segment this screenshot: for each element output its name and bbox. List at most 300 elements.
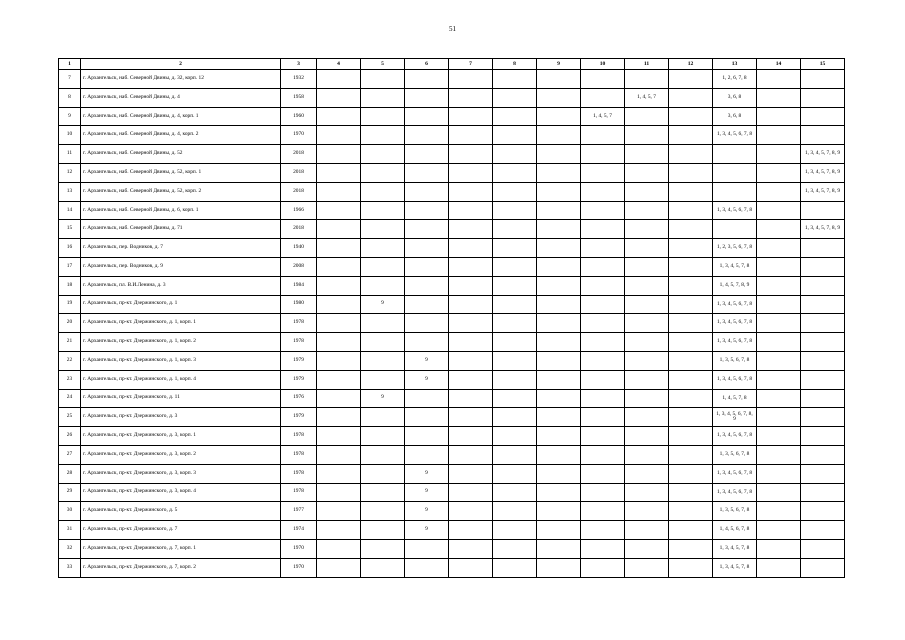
- year-cell: 1932: [281, 70, 317, 89]
- table-cell: [713, 145, 757, 164]
- table-cell: [801, 408, 845, 427]
- table-cell: [317, 389, 361, 408]
- table-cell: [361, 182, 405, 201]
- year-cell: 1958: [281, 88, 317, 107]
- table-row: [59, 558, 845, 577]
- table-cell: [801, 239, 845, 258]
- table-cell: [405, 389, 449, 408]
- table-cell: 3, 6, 8: [713, 88, 757, 107]
- row-number-cell: 28: [59, 464, 81, 483]
- table-cell: [537, 276, 581, 295]
- column-header-8: 8: [493, 59, 537, 70]
- table-cell: 9: [405, 464, 449, 483]
- year-cell: 2018: [281, 163, 317, 182]
- table-cell: [449, 145, 493, 164]
- table-cell: [493, 201, 537, 220]
- table-cell: [581, 295, 625, 314]
- table-cell: 1, 3, 4, 5, 6, 7, 8: [713, 314, 757, 333]
- table-cell: [801, 558, 845, 577]
- table-cell: [757, 220, 801, 239]
- table-cell: [581, 182, 625, 201]
- table-cell: [493, 295, 537, 314]
- table-cell: [713, 182, 757, 201]
- address-cell: г. Архангельск, наб. Северной Двины, д. 52, корп. 1: [81, 163, 281, 182]
- page-number: 51: [449, 25, 456, 33]
- table-cell: [625, 182, 669, 201]
- column-header-9: 9: [537, 59, 581, 70]
- table-cell: [449, 333, 493, 352]
- table-cell: [757, 126, 801, 145]
- table-cell: 1, 3, 4, 5, 6, 7, 8: [713, 201, 757, 220]
- table-row: [59, 257, 845, 276]
- year-cell: 1940: [281, 239, 317, 258]
- table-cell: [493, 107, 537, 126]
- table-cell: [317, 126, 361, 145]
- table-cell: [625, 502, 669, 521]
- row-number-cell: 16: [59, 239, 81, 258]
- table-cell: [449, 502, 493, 521]
- table-cell: [449, 70, 493, 89]
- year-cell: 1984: [281, 276, 317, 295]
- table-cell: 9: [405, 483, 449, 502]
- row-number-cell: 12: [59, 163, 81, 182]
- table-cell: [757, 314, 801, 333]
- table-cell: [493, 182, 537, 201]
- table-cell: [757, 88, 801, 107]
- table-cell: 9: [361, 389, 405, 408]
- table-cell: [317, 558, 361, 577]
- table-cell: [581, 201, 625, 220]
- table-cell: [449, 182, 493, 201]
- table-cell: [757, 257, 801, 276]
- table-cell: [317, 445, 361, 464]
- table-cell: [625, 333, 669, 352]
- table-row: [59, 408, 845, 427]
- table-cell: 9: [405, 351, 449, 370]
- address-cell: г. Архангельск, пр-кт. Дзержинского, д. 7, корп. 2: [81, 558, 281, 577]
- table-cell: [493, 389, 537, 408]
- address-cell: г. Архангельск, пр-кт. Дзержинского, д. 3: [81, 408, 281, 427]
- table-cell: [361, 239, 405, 258]
- table-cell: [757, 521, 801, 540]
- table-cell: [361, 408, 405, 427]
- table-cell: [625, 163, 669, 182]
- table-cell: [317, 145, 361, 164]
- column-header-12: 12: [669, 59, 713, 70]
- table-cell: [581, 539, 625, 558]
- table-cell: [801, 126, 845, 145]
- table-cell: [449, 427, 493, 446]
- table-cell: [405, 182, 449, 201]
- table-cell: [669, 351, 713, 370]
- row-number-cell: 15: [59, 220, 81, 239]
- year-cell: 1970: [281, 126, 317, 145]
- address-cell: г. Архангельск, пл. В.И.Ленина, д. 3: [81, 276, 281, 295]
- table-cell: [669, 389, 713, 408]
- table-cell: [669, 126, 713, 145]
- table-cell: 1, 3, 4, 5, 6, 7, 8: [713, 370, 757, 389]
- table-cell: [449, 389, 493, 408]
- year-cell: 1970: [281, 539, 317, 558]
- table-row: [59, 145, 845, 164]
- address-cell: г. Архангельск, пр-кт. Дзержинского, д. 1, корп. 4: [81, 370, 281, 389]
- table-cell: [537, 427, 581, 446]
- row-number-cell: 26: [59, 427, 81, 446]
- table-cell: [669, 295, 713, 314]
- table-cell: [361, 351, 405, 370]
- table-row: [59, 539, 845, 558]
- table-cell: [757, 539, 801, 558]
- table-cell: 3, 6, 8: [713, 107, 757, 126]
- table-cell: [801, 295, 845, 314]
- table-row: [59, 314, 845, 333]
- table-cell: [361, 558, 405, 577]
- table-cell: [449, 276, 493, 295]
- table-cell: [669, 239, 713, 258]
- table-cell: [801, 257, 845, 276]
- table-cell: [757, 333, 801, 352]
- column-header-14: 14: [757, 59, 801, 70]
- table-cell: [317, 201, 361, 220]
- table-cell: [537, 239, 581, 258]
- row-number-cell: 17: [59, 257, 81, 276]
- table-cell: 1, 4, 5, 7, 8, 9: [713, 276, 757, 295]
- table-cell: [449, 445, 493, 464]
- table-cell: 1, 4, 5, 7, 8: [713, 389, 757, 408]
- row-number-cell: 23: [59, 370, 81, 389]
- table-cell: [581, 483, 625, 502]
- row-number-cell: 20: [59, 314, 81, 333]
- table-cell: [757, 239, 801, 258]
- table-cell: [669, 220, 713, 239]
- table-cell: [493, 408, 537, 427]
- data-table: [58, 58, 845, 578]
- table-cell: [757, 70, 801, 89]
- table-cell: [669, 107, 713, 126]
- year-cell: 2018: [281, 220, 317, 239]
- table-cell: [581, 126, 625, 145]
- table-cell: [449, 88, 493, 107]
- year-cell: 1974: [281, 521, 317, 540]
- table-cell: [581, 464, 625, 483]
- table-cell: [449, 314, 493, 333]
- table-cell: [405, 333, 449, 352]
- row-number-cell: 31: [59, 521, 81, 540]
- row-number-cell: 24: [59, 389, 81, 408]
- table-cell: 9: [361, 295, 405, 314]
- table-cell: [537, 257, 581, 276]
- table-cell: [493, 88, 537, 107]
- table-cell: [713, 220, 757, 239]
- address-cell: г. Архангельск, наб. Северной Двины, д. 6, корп. 1: [81, 201, 281, 220]
- table-cell: [801, 427, 845, 446]
- table-cell: [361, 257, 405, 276]
- table-cell: [493, 521, 537, 540]
- table-cell: [537, 333, 581, 352]
- table-cell: [449, 483, 493, 502]
- table-cell: [581, 333, 625, 352]
- year-cell: 1978: [281, 427, 317, 446]
- table-cell: 1, 3, 4, 5, 7, 8, 9: [801, 163, 845, 182]
- table-cell: [669, 502, 713, 521]
- table-cell: [449, 107, 493, 126]
- table-cell: [361, 314, 405, 333]
- table-cell: [801, 539, 845, 558]
- table-cell: [317, 351, 361, 370]
- address-cell: г. Архангельск, пр-кт. Дзержинского, д. 3, корп. 1: [81, 427, 281, 446]
- year-cell: 1966: [281, 201, 317, 220]
- table-row: [59, 427, 845, 446]
- table-cell: [361, 370, 405, 389]
- column-header-7: 7: [449, 59, 493, 70]
- table-cell: [669, 163, 713, 182]
- table-cell: [317, 220, 361, 239]
- table-cell: [757, 276, 801, 295]
- row-number-cell: 25: [59, 408, 81, 427]
- table-cell: [757, 351, 801, 370]
- table-cell: [449, 521, 493, 540]
- table-cell: [449, 464, 493, 483]
- table-cell: [625, 464, 669, 483]
- table-cell: [317, 427, 361, 446]
- table-cell: [317, 464, 361, 483]
- address-cell: г. Архангельск, пр-кт. Дзержинского, д. 11: [81, 389, 281, 408]
- table-cell: [493, 464, 537, 483]
- table-cell: [317, 276, 361, 295]
- table-cell: [669, 257, 713, 276]
- table-cell: [537, 126, 581, 145]
- year-cell: 1978: [281, 445, 317, 464]
- column-header-3: 3: [281, 59, 317, 70]
- address-cell: г. Архангельск, наб. Северной Двины, д. 52, корп. 2: [81, 182, 281, 201]
- table-cell: 1, 2, 6, 7, 8: [713, 70, 757, 89]
- table-cell: [537, 314, 581, 333]
- table-cell: [801, 389, 845, 408]
- year-cell: 2008: [281, 257, 317, 276]
- row-number-cell: 19: [59, 295, 81, 314]
- table-cell: 1, 2, 3, 5, 6, 7, 8: [713, 239, 757, 258]
- table-cell: [625, 126, 669, 145]
- table-cell: [449, 408, 493, 427]
- table-cell: [493, 126, 537, 145]
- row-number-cell: 27: [59, 445, 81, 464]
- column-header-5: 5: [361, 59, 405, 70]
- table-cell: [625, 389, 669, 408]
- table-cell: [317, 257, 361, 276]
- table-cell: [317, 408, 361, 427]
- year-cell: 1970: [281, 558, 317, 577]
- year-cell: 1978: [281, 333, 317, 352]
- table-cell: [625, 445, 669, 464]
- table-cell: [405, 427, 449, 446]
- table-cell: [361, 70, 405, 89]
- table-cell: [493, 370, 537, 389]
- table-row: [59, 276, 845, 295]
- table-cell: [317, 370, 361, 389]
- year-cell: 1978: [281, 314, 317, 333]
- table-row: [59, 88, 845, 107]
- table-cell: [625, 408, 669, 427]
- table-cell: [537, 220, 581, 239]
- table-cell: [581, 163, 625, 182]
- table-cell: 1, 3, 4, 5, 7, 8: [713, 539, 757, 558]
- table-cell: [361, 333, 405, 352]
- row-number-cell: 7: [59, 70, 81, 89]
- table-cell: 9: [405, 502, 449, 521]
- table-cell: 1, 4, 5, 7: [625, 88, 669, 107]
- table-cell: [625, 276, 669, 295]
- table-cell: [757, 502, 801, 521]
- year-cell: 2018: [281, 182, 317, 201]
- table-cell: [625, 201, 669, 220]
- address-cell: г. Архангельск, наб. Северной Двины, д. 52: [81, 145, 281, 164]
- address-cell: г. Архангельск, наб. Северной Двины, д. 4: [81, 88, 281, 107]
- table-cell: [625, 351, 669, 370]
- table-cell: [449, 163, 493, 182]
- table-cell: [405, 539, 449, 558]
- table-cell: [317, 107, 361, 126]
- table-cell: [317, 182, 361, 201]
- table-row: [59, 370, 845, 389]
- table-cell: [757, 483, 801, 502]
- column-header-13: 13: [713, 59, 757, 70]
- table-cell: [493, 163, 537, 182]
- table-cell: [669, 201, 713, 220]
- table-cell: [625, 539, 669, 558]
- row-number-cell: 9: [59, 107, 81, 126]
- table-cell: [405, 239, 449, 258]
- table-cell: [581, 145, 625, 164]
- table-cell: [581, 389, 625, 408]
- table-cell: [405, 558, 449, 577]
- address-cell: г. Архангельск, пр-кт. Дзержинского, д. 1, корп. 2: [81, 333, 281, 352]
- table-cell: [493, 445, 537, 464]
- table-cell: [537, 182, 581, 201]
- table-cell: [449, 370, 493, 389]
- table-cell: [317, 70, 361, 89]
- row-number-cell: 11: [59, 145, 81, 164]
- table-cell: [361, 126, 405, 145]
- address-cell: г. Архангельск, пр-кт. Дзержинского, д. 7: [81, 521, 281, 540]
- table-cell: 1, 3, 4, 5, 6, 7, 8: [713, 333, 757, 352]
- column-header-6: 6: [405, 59, 449, 70]
- table-row: [59, 182, 845, 201]
- address-cell: г. Архангельск, наб. Северной Двины, д. 32, корп. 12: [81, 70, 281, 89]
- table-cell: [581, 257, 625, 276]
- table-cell: [493, 257, 537, 276]
- table-cell: [625, 295, 669, 314]
- table-cell: [757, 201, 801, 220]
- table-cell: [625, 314, 669, 333]
- table-cell: [581, 239, 625, 258]
- table-cell: [669, 464, 713, 483]
- table-row: [59, 333, 845, 352]
- table-cell: [757, 558, 801, 577]
- table-cell: 1, 3, 4, 5, 6, 7, 8, 9: [713, 408, 757, 427]
- row-number-cell: 21: [59, 333, 81, 352]
- table-cell: [669, 427, 713, 446]
- address-cell: г. Архангельск, пр-кт. Дзержинского, д. 7, корп. 1: [81, 539, 281, 558]
- table-cell: [317, 333, 361, 352]
- table-cell: [405, 408, 449, 427]
- table-cell: [801, 201, 845, 220]
- year-cell: 1979: [281, 408, 317, 427]
- table-cell: [801, 521, 845, 540]
- table-cell: [757, 163, 801, 182]
- table-cell: [449, 239, 493, 258]
- table-cell: [625, 521, 669, 540]
- table-cell: [757, 389, 801, 408]
- table-cell: [581, 427, 625, 446]
- row-number-cell: 33: [59, 558, 81, 577]
- table-cell: [801, 464, 845, 483]
- table-cell: [537, 107, 581, 126]
- table-cell: [405, 145, 449, 164]
- table-cell: [493, 427, 537, 446]
- table-cell: [801, 502, 845, 521]
- table-cell: [801, 107, 845, 126]
- table-cell: [625, 370, 669, 389]
- table-cell: [537, 88, 581, 107]
- table-cell: [801, 370, 845, 389]
- year-cell: 1978: [281, 464, 317, 483]
- table-cell: 1, 3, 4, 5, 7, 8, 9: [801, 182, 845, 201]
- table-cell: [757, 370, 801, 389]
- table-cell: [537, 145, 581, 164]
- table-cell: 1, 4, 5, 7: [581, 107, 625, 126]
- table-cell: [361, 427, 405, 446]
- table-cell: [405, 220, 449, 239]
- table-cell: [801, 445, 845, 464]
- table-row: [59, 220, 845, 239]
- year-cell: 1980: [281, 295, 317, 314]
- table-cell: [713, 163, 757, 182]
- table-cell: [361, 220, 405, 239]
- table-cell: [757, 182, 801, 201]
- table-cell: [493, 539, 537, 558]
- year-cell: 2018: [281, 145, 317, 164]
- address-cell: г. Архангельск, пр-кт. Дзержинского, д. 3, корп. 4: [81, 483, 281, 502]
- address-cell: г. Архангельск, пр-кт. Дзержинского, д. 3, корп. 3: [81, 464, 281, 483]
- table-row: [59, 351, 845, 370]
- table-cell: [581, 370, 625, 389]
- table-cell: [757, 464, 801, 483]
- table-cell: [317, 539, 361, 558]
- table-cell: [801, 88, 845, 107]
- table-cell: [801, 276, 845, 295]
- table-row: [59, 389, 845, 408]
- table-cell: 1, 3, 4, 5, 6, 7, 8: [713, 483, 757, 502]
- table-cell: [537, 539, 581, 558]
- table-row: [59, 464, 845, 483]
- address-cell: г. Архангельск, пер. Водников, д. 9: [81, 257, 281, 276]
- column-header-2: 2: [81, 59, 281, 70]
- table-cell: 1, 3, 4, 5, 6, 7, 8: [713, 427, 757, 446]
- table-row: [59, 521, 845, 540]
- table-cell: [493, 220, 537, 239]
- table-cell: [757, 107, 801, 126]
- table-row: [59, 483, 845, 502]
- table-cell: [449, 257, 493, 276]
- table-cell: [493, 239, 537, 258]
- table-cell: [669, 408, 713, 427]
- table-cell: 1, 3, 4, 5, 6, 7, 8: [713, 126, 757, 145]
- table-cell: [493, 502, 537, 521]
- table-cell: [669, 182, 713, 201]
- row-number-cell: 13: [59, 182, 81, 201]
- table-cell: [669, 333, 713, 352]
- table-cell: 1, 3, 4, 5, 6, 7, 8: [713, 464, 757, 483]
